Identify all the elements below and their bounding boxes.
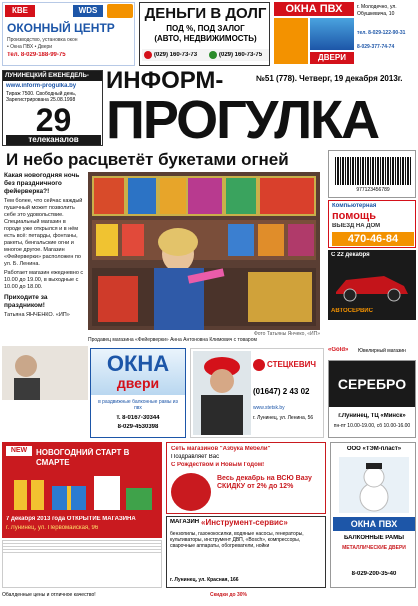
money-loan-sub-2: (АВТО, НЕДВИЖИМОСТЬ) — [154, 34, 257, 43]
money-loan-title: ДЕНЬГИ В ДОЛГ — [144, 6, 267, 22]
pvc-windows-ad[interactable] — [274, 2, 416, 66]
photo-caption: Продавец магазина «Фейерверки» Анна Антоновна Климович с товаром — [88, 337, 257, 343]
windows-title: ОКНА — [106, 353, 170, 375]
doors-title: двери — [116, 375, 160, 391]
tools-store: МАГАЗИН — [170, 519, 200, 525]
windows-doors-bg — [91, 349, 185, 395]
window-center-phone: Тел. 8-029-188-99-75 — [7, 52, 66, 58]
money-loan-phone-2: (029) 160-73-75 — [219, 52, 263, 58]
weekly-label: ЛУНИНЕЦКИЙ ЕЖЕНЕДЕЛЬ- — [3, 71, 102, 81]
furniture-ad[interactable] — [166, 442, 326, 514]
mts-icon — [209, 51, 217, 59]
masthead — [106, 68, 406, 148]
computer-help-phone: 470-46-84 — [332, 232, 414, 246]
footer-right: Скидки до 30% — [210, 592, 247, 598]
gold-brand: «Gold» — [328, 347, 349, 353]
silver-title: СЕРЕБРО — [329, 361, 415, 407]
windows-doors-phone-1: т. 8-0167-30344 — [116, 415, 160, 421]
photo-credit: Фото Татьяны Янчеко, «ИП» — [253, 331, 320, 337]
tools-text: бензопилы, газонокосилки, водяные насосы, генераторы, культиваторы, инструмент ДВП, «Bosch», компрессоры, сварочные аппараты, обогреватели, нойки — [170, 531, 304, 549]
tools-title: «Инструмент-сервис» — [201, 518, 288, 527]
article-body: Тем более, что сейчас каждый пушечный может позволить себе это удовольствие. Специальный магазин в городе уже открылся и в нём есть всё: петарды, фонтаны, ракеты, бенгальские огни и многое другое. Магазин «Фейерверки» расположен по ул. Б. Ленина. — [4, 198, 83, 267]
ornament-icon — [171, 473, 211, 511]
article-intro: Какая новогодняя ночь без праздничного фейерверка?! — [4, 172, 80, 195]
article-column — [4, 172, 84, 342]
weekly-info-box — [2, 70, 103, 146]
article-contact: Татьяна ЯНЧЕНКО. «ИП» — [4, 312, 70, 318]
car-service-text: АВТОСЕРВИС — [331, 308, 373, 314]
text-line — [3, 546, 161, 547]
author-photo — [2, 346, 88, 400]
text-line — [3, 549, 161, 550]
smart-title: НОВОГОДНИЙ СТАРТ В СМАРТЕ — [36, 448, 130, 467]
fireworks-shop-photo — [88, 172, 320, 330]
silver-hours: пн-пт 10.00-19.00, сб 10.00-16.00 — [333, 423, 411, 429]
text-line — [3, 552, 161, 553]
kve-logo: КВЕ — [5, 5, 35, 17]
tem-plast-sub: БАЛКОННЫЕ РАМЫ — [344, 535, 404, 541]
tools-addr: г. Лунинец, ул. Красная, 166 — [170, 577, 239, 583]
furniture-line-2: Поздравляет Вас — [171, 454, 220, 460]
money-loan-ad[interactable] — [139, 2, 270, 66]
window-center-ad[interactable] — [2, 2, 135, 66]
windows-doors-sub: в раздвижные балконные рамы из пвх — [98, 399, 178, 411]
window-center-line-1: Производство, установка окон — [7, 37, 78, 43]
text-line — [3, 543, 161, 544]
window-photo — [310, 18, 354, 50]
tem-plast-windows: ОКНА ПВХ — [333, 517, 415, 531]
pvc-line-3: тел. 8-029-122-90-31 — [357, 30, 406, 36]
windows-doors-ad[interactable] — [90, 348, 186, 438]
barcode-icon — [335, 157, 411, 185]
money-loan-phones — [142, 49, 269, 61]
windows-doors-phone-2: 8-029-4530398 — [117, 424, 159, 430]
worker-photo — [193, 351, 251, 435]
car-service-ad[interactable] — [328, 250, 416, 320]
furniture-promo: Весь декабрь на ВСЮ Вазу СКИДКУ от 2% до 12% — [217, 475, 312, 490]
pvc-line-4: 8-029-377-74-74 — [357, 44, 395, 50]
barcode-number: 977123456789 — [356, 187, 390, 193]
balloon-icon — [274, 18, 308, 64]
pvc-windows-title: ОКНА ПВХ — [274, 2, 354, 16]
smart-store-ad[interactable] — [2, 442, 162, 538]
gift-boxes-icon — [8, 470, 156, 514]
tv-label: телеканалов — [6, 135, 101, 145]
computer-help-title: Компьютерная — [332, 203, 377, 209]
furniture-line-1: Сеть магазинов "Азбука Мебели" — [171, 446, 271, 452]
tem-plast-ad[interactable] — [330, 442, 416, 588]
stetskevich-ad[interactable] — [190, 348, 324, 438]
silver-addr: г.Лунинец, ТЦ «Минск» — [338, 413, 406, 419]
shop-photo-illustration — [88, 172, 320, 330]
tv-number: 29 — [35, 105, 72, 135]
masthead-issue: №51 (778). Четверг, 19 декабря 2013г. — [256, 74, 403, 83]
car-icon — [332, 264, 412, 304]
stetskevich-addr: г. Лунинец, ул. Ленина, 56 — [253, 415, 314, 421]
velcom-icon — [144, 51, 152, 59]
computer-help-sub: ВЫЕЗД НА ДОМ — [332, 223, 381, 229]
stetskevich-phone: (01647) 2 43 02 — [253, 387, 310, 396]
tem-plast-phone: 8-029-200-35-40 — [351, 571, 397, 577]
silver-ad[interactable] — [328, 360, 416, 438]
article-extra: Работает магазин ежедневно с 10.00 до 19.00, в выходные с 10.00 до 18.00. — [4, 270, 84, 290]
new-badge: NEW — [6, 446, 32, 456]
tools-ad[interactable] — [166, 516, 326, 588]
masthead-name-1: ИНФОРМ- — [106, 68, 224, 94]
footer-left: Обалденные цены и отличное качество! — [2, 592, 96, 598]
window-icon — [107, 4, 133, 18]
tem-plast-title: ООО «ТЭМ-пласт» — [346, 446, 402, 452]
money-loan-phone-1: (029) 160-73-73 — [154, 52, 198, 58]
weekly-site[interactable]: www.inform-progulka.by — [6, 83, 77, 89]
computer-help-title-2: помощь — [332, 210, 376, 222]
avatar-side-image — [2, 346, 88, 400]
wds-logo: WDS — [73, 5, 103, 17]
bottom-left-text-box — [2, 540, 162, 588]
smart-date: 7 декабря 2013 года ОТКРЫТИЕ МАГАЗИНА — [6, 516, 136, 522]
tv-badge — [6, 105, 101, 145]
article-cta: Приходите за праздником! — [4, 294, 48, 309]
money-loan-sub-1: ПОД %, ПОД ЗАЛОГ — [166, 24, 245, 33]
masthead-name-2: ПРОГУЛКА — [106, 92, 379, 148]
pvc-line-2: Обушкевича, 10 — [357, 11, 395, 17]
barcode-box — [328, 150, 416, 198]
computer-help-ad[interactable] — [328, 200, 416, 248]
stetskevich-brand: СТЕЦКЕВИЧ — [267, 360, 317, 369]
stetskevich-logo-icon — [253, 359, 265, 371]
gold-sub: Ювелирный магазин — [358, 348, 406, 354]
pvc-doors-label: ДВЕРИ — [310, 52, 354, 64]
furniture-line-3: С Рождеством и Новым Годом! — [171, 462, 265, 468]
gold-ad[interactable] — [328, 344, 416, 358]
snowman-icon — [339, 457, 409, 513]
weekly-desc: Тираж 7500. Свободный день, Зарегистрирована 25.08.1998 — [6, 91, 77, 103]
tem-plast-doors: МЕТАЛЛИЧЕСКИЕ ДВЕРИ — [342, 545, 406, 551]
smart-addr: г. Лунинец, ул. Первомайская, 96 — [6, 525, 99, 531]
headline: И небо расцветёт букетами огней — [6, 150, 289, 169]
window-center-line-2: • Окна ПВХ • Двери — [7, 44, 53, 50]
car-service-date: С 22 декабря — [331, 252, 370, 258]
stetskevich-site[interactable]: www.stetsk.by — [253, 405, 285, 411]
pvc-line-1: г. Молодечно, ул. — [357, 4, 397, 10]
window-center-title: ОКОННЫЙ ЦЕНТР — [7, 21, 115, 35]
